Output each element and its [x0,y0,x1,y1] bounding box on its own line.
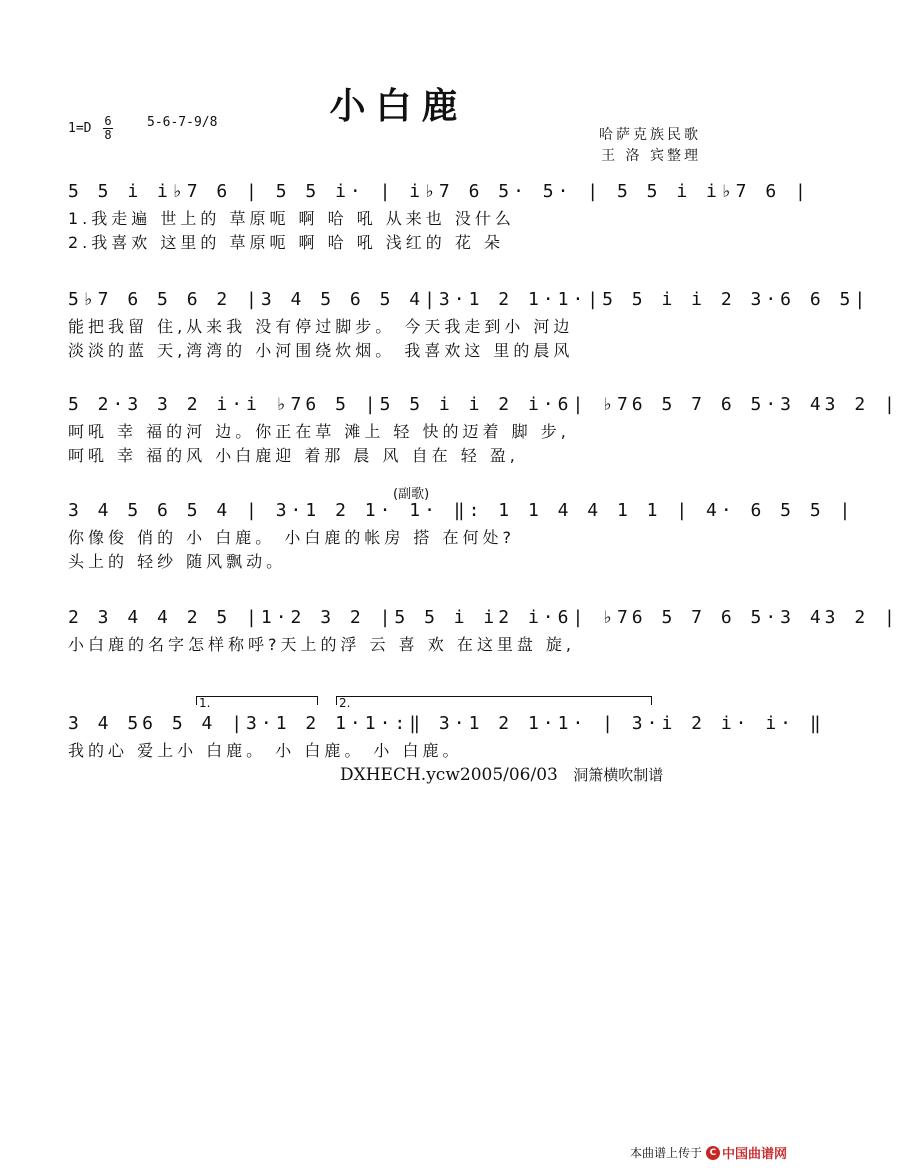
second-ending-bracket [336,696,652,705]
lyric-line-1: 你像俊 俏的 小 白鹿。 小白鹿的帐房 搭 在何处? [68,528,516,547]
notation-line: 5 5 i i♭7 6 | 5 5 i· | i♭7 6 5· 5· | 5 5 i i♭7 6 | [68,180,810,202]
lyric-line-2: 2.我喜欢 这里的 草原呃 啊 哈 吼 浅红的 花 朵 [68,233,504,252]
lyric-line-1: 能把我留 住,从来我 没有停过脚步。 今天我走到小 河边 [68,317,574,336]
time-signature [103,115,112,142]
upload-watermark [630,1143,787,1162]
notation-line: 5 2·3 3 2 i·i ♭76 5 |5 5 i i 2 i·6| ♭76 5 7 6 5·3 43 2 | [68,393,899,415]
origin-credit: 哈萨克族民歌 [599,127,701,143]
lyric-line-2: 头上的 轻纱 随风飘动。 [68,552,287,571]
first-ending-bracket [196,696,318,705]
lyric-line-2: 呵吼 幸 福的风 小白鹿迎 着那 晨 风 自在 轻 盈, [68,446,519,465]
upload-text: 本曲谱上传于 [629,1146,702,1160]
song-title: 小白鹿 [329,86,468,127]
meter-denominator: 8 [104,128,112,142]
notation-line: 3 4 56 5 4 |3·1 2 1·1·:‖ 3·1 2 1·1· | 3·i 2 i· i· ‖ [68,712,825,734]
second-ending-label: 2. [339,696,351,710]
key-signature [68,115,117,142]
notation-line: 2 3 4 4 2 5 |1·2 3 2 |5 5 i i2 i·6| ♭76 5 7 6 5·3 43 2 | [68,606,899,628]
transcription-id: DXHECH.ycw2005/06/03 [340,765,558,785]
range-label: 5-6-7-9/8 [147,115,218,130]
transcriber-credit: 洞箫横吹制谱 [573,766,664,784]
arranger-credit: 王 洛 宾整理 [601,148,701,164]
first-ending-label: 1. [199,696,211,710]
key-prefix: 1=D [68,121,92,136]
site-name: 中国曲谱网 [721,1147,787,1162]
site-logo-icon: C [706,1146,720,1160]
lyric-line-2: 淡淡的蓝 天,湾湾的 小河围绕炊烟。 我喜欢这 里的晨风 [68,341,574,360]
lyric-line-1: 我的心 爱上小 白鹿。 小 白鹿。 小 白鹿。 [68,741,463,760]
notation-line: 3 4 5 6 5 4 | 3·1 2 1· 1· ‖: 1 1 4 4 1 1 | 4· 6 5 5 | [68,499,855,521]
chorus-label: (副歌) [393,487,430,502]
lyric-line-1: 1.我走遍 世上的 草原呃 啊 哈 吼 从来也 没什么 [68,209,515,228]
site-logo [706,1143,787,1162]
transcription-footer [340,764,663,785]
lyric-line-1: 呵吼 幸 福的河 边。你正在草 滩上 轻 快的迈着 脚 步, [68,422,570,441]
notation-line: 5♭7 6 5 6 2 |3 4 5 6 5 4|3·1 2 1·1·|5 5 i i 2 3·6 6 5| [68,288,870,310]
lyric-line-1: 小白鹿的名字怎样称呼?天上的浮 云 喜 欢 在这里盘 旋, [68,635,576,654]
meter-numerator: 6 [104,114,112,128]
